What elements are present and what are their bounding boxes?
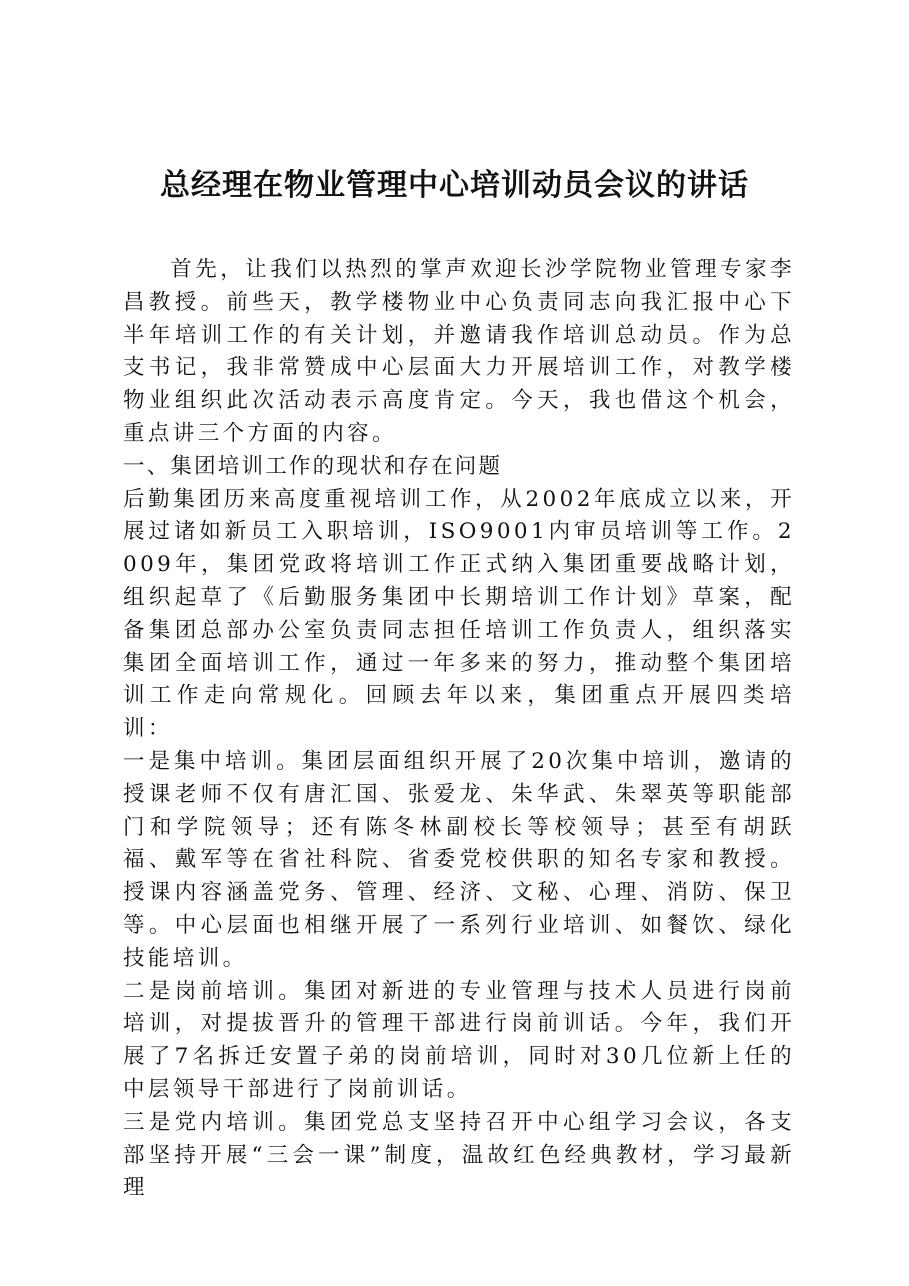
document-body [123, 254, 795, 1205]
section-heading-1: 一、集团培训工作的现状和存在问题 [123, 453, 503, 479]
paragraph-group-history: 后勤集团历来高度重视培训工作，从2002年底成立以来，开展过诸如新员工入职培训，ISO9001内审员培训等工作。2009年，集团党政将培训工作正式纳入集团重要战略计划，组织起草了《后勤服务集团中长期培训工作计划》草案，配备集团总部办公室负责同志担任培训工作负责人，组织落实集团全面培训工作，通过一年多来的努力，推动整个集团培训工作走向常规化。回顾去年以来，集团重点开展四类培训： [123, 486, 795, 742]
paragraph-pre-job-training: 二是岗前培训。集团对新进的专业管理与技术人员进行岗前培训，对提拔晋升的管理干部进行岗前训话。今年，我们开展了7名拆迁安置子弟的岗前培训，同时对30几位新上任的中层领导干部进行了岗前训话。 [123, 978, 795, 1102]
paragraph-centralized-training: 一是集中培训。集团层面组织开展了20次集中培训，邀请的授课老师不仅有唐汇国、张爱龙、朱华武、朱翠英等职能部门和学院领导；还有陈冬林副校长等校领导；甚至有胡跃福、戴军等在省社科院、省委党校供职的知名专家和教授。授课内容涵盖党务、管理、经济、文秘、心理、消防、保卫等。中心层面也相继开展了一系列行业培训、如餐饮、绿化技能培训。 [123, 748, 795, 971]
paragraph-intro: 首先，让我们以热烈的掌声欢迎长沙学院物业管理专家李昌教授。前些天，教学楼物业中心负责同志向我汇报中心下半年培训工作的有关计划，并邀请我作培训总动员。作为总支书记，我非常赞成中心层面大力开展培训工作，对教学楼物业组织此次活动表示高度肯定。今天，我也借这个机会，重点讲三个方面的内容。 [123, 257, 795, 446]
paragraph-party-training: 三是党内培训。集团党总支坚持召开中心组学习会议，各支部坚持开展“三会一课”制度，温故红色经典教材，学习最新理 [123, 1109, 795, 1201]
document-title: 总经理在物业管理中心培训动员会议的讲话 [160, 168, 749, 203]
